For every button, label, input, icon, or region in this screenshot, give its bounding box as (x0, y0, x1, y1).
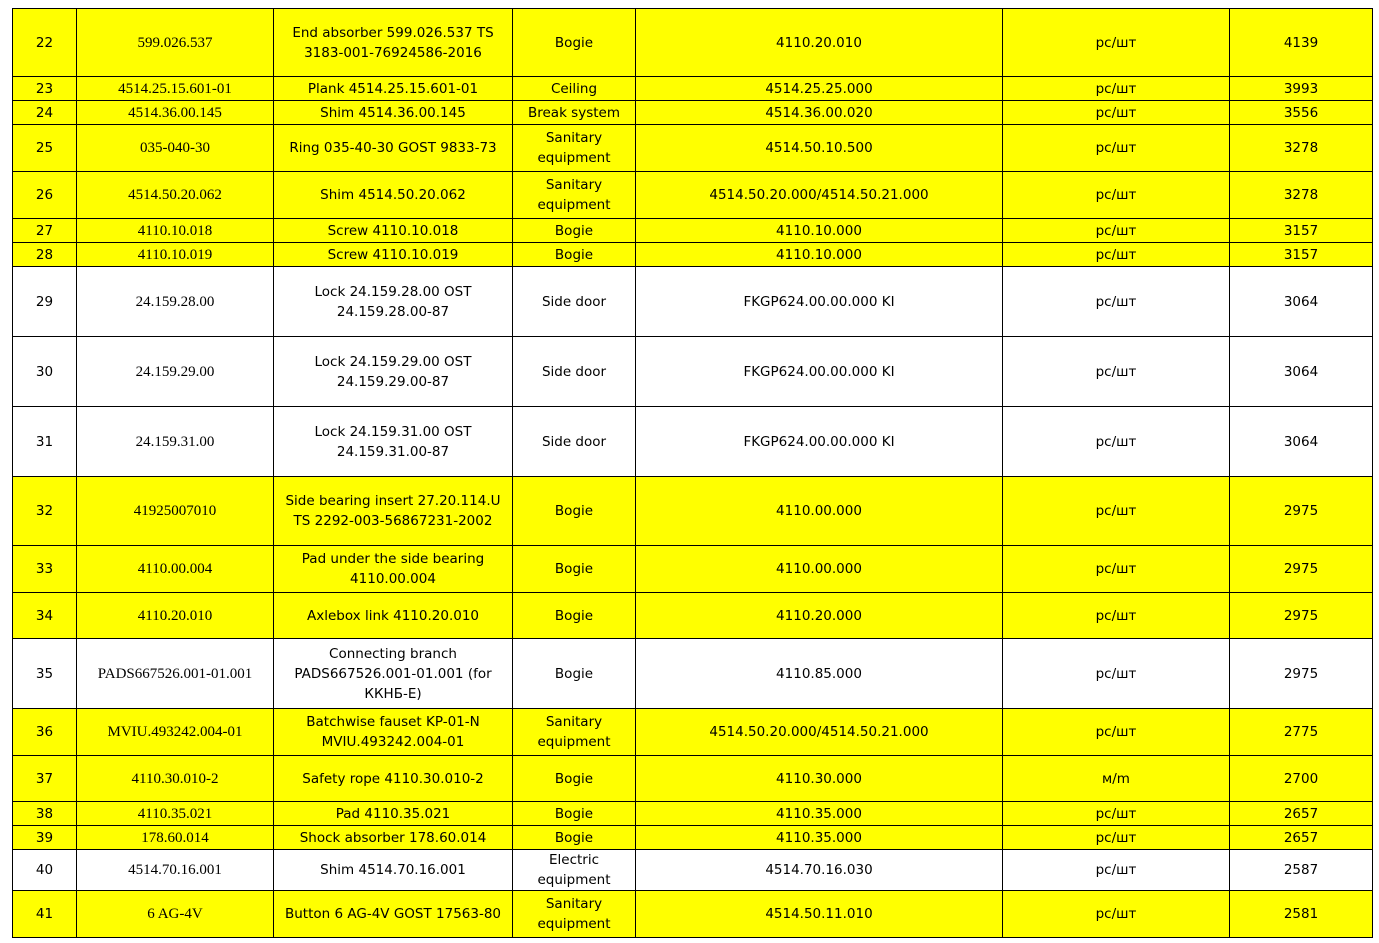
part-name-cell: Plank 4514.25.15.601-01 (274, 77, 513, 101)
row-number-cell: 25 (13, 125, 77, 172)
unit-cell: pc/шт (1003, 243, 1230, 267)
part-code-cell: 4110.35.021 (77, 802, 274, 826)
unit-cell: pc/шт (1003, 709, 1230, 756)
row-number-cell: 37 (13, 756, 77, 802)
assembly-code-cell: FKGP624.00.00.000 KI (636, 407, 1003, 477)
part-name-cell: Safety rope 4110.30.010-2 (274, 756, 513, 802)
assembly-code-cell: 4110.35.000 (636, 826, 1003, 850)
part-name-cell: Lock 24.159.29.00 OST 24.159.29.00-87 (274, 337, 513, 407)
quantity-cell: 2657 (1230, 802, 1373, 826)
table-row (13, 219, 1373, 243)
quantity-cell: 2581 (1230, 891, 1373, 938)
table-row (13, 407, 1373, 477)
row-number-cell: 39 (13, 826, 77, 850)
assembly-code-cell: 4514.50.20.000/4514.50.21.000 (636, 172, 1003, 219)
unit-cell: pc/шт (1003, 593, 1230, 639)
assembly-code-cell: FKGP624.00.00.000 KI (636, 267, 1003, 337)
part-code-cell: 178.60.014 (77, 826, 274, 850)
part-code-cell: 24.159.28.00 (77, 267, 274, 337)
part-group-cell: Bogie (513, 546, 636, 593)
assembly-code-cell: 4514.50.10.500 (636, 125, 1003, 172)
part-group-cell: Bogie (513, 593, 636, 639)
part-code-cell: 4110.20.010 (77, 593, 274, 639)
part-code-cell: MVIU.493242.004-01 (77, 709, 274, 756)
part-code-cell: 4514.25.15.601-01 (77, 77, 274, 101)
assembly-code-cell: 4110.10.000 (636, 243, 1003, 267)
quantity-cell: 2975 (1230, 477, 1373, 546)
part-group-cell: Electric equipment (513, 850, 636, 891)
row-number-cell: 40 (13, 850, 77, 891)
assembly-code-cell: 4110.85.000 (636, 639, 1003, 709)
part-name-cell: Lock 24.159.31.00 OST 24.159.31.00-87 (274, 407, 513, 477)
unit-cell: pc/шт (1003, 477, 1230, 546)
part-name-cell: End absorber 599.026.537 TS 3183-001-76924586-2016 (274, 9, 513, 77)
assembly-code-cell: 4110.00.000 (636, 477, 1003, 546)
table-row (13, 77, 1373, 101)
quantity-cell: 3278 (1230, 172, 1373, 219)
part-code-cell: 24.159.31.00 (77, 407, 274, 477)
row-number-cell: 36 (13, 709, 77, 756)
table-row (13, 172, 1373, 219)
part-group-cell: Bogie (513, 639, 636, 709)
unit-cell: pc/шт (1003, 101, 1230, 125)
quantity-cell: 3064 (1230, 337, 1373, 407)
unit-cell: pc/шт (1003, 546, 1230, 593)
quantity-cell: 3157 (1230, 219, 1373, 243)
row-number-cell: 31 (13, 407, 77, 477)
part-group-cell: Break system (513, 101, 636, 125)
part-group-cell: Bogie (513, 9, 636, 77)
assembly-code-cell: 4514.36.00.020 (636, 101, 1003, 125)
table-row (13, 546, 1373, 593)
unit-cell: pc/шт (1003, 639, 1230, 709)
part-name-cell: Batchwise fauset KP-01-N MVIU.493242.004-01 (274, 709, 513, 756)
table-row (13, 850, 1373, 891)
unit-cell: pc/шт (1003, 172, 1230, 219)
part-code-cell: 035-040-30 (77, 125, 274, 172)
row-number-cell: 27 (13, 219, 77, 243)
part-name-cell: Side bearing insert 27.20.114.U TS 2292-003-56867231-2002 (274, 477, 513, 546)
part-name-cell: Shim 4514.50.20.062 (274, 172, 513, 219)
part-name-cell: Shim 4514.70.16.001 (274, 850, 513, 891)
unit-cell: pc/шт (1003, 77, 1230, 101)
assembly-code-cell: 4110.00.000 (636, 546, 1003, 593)
row-number-cell: 41 (13, 891, 77, 938)
part-name-cell: Shock absorber 178.60.014 (274, 826, 513, 850)
table-row (13, 709, 1373, 756)
table-row (13, 593, 1373, 639)
part-name-cell: Shim 4514.36.00.145 (274, 101, 513, 125)
part-group-cell: Bogie (513, 826, 636, 850)
quantity-cell: 2975 (1230, 546, 1373, 593)
part-name-cell: Axlebox link 4110.20.010 (274, 593, 513, 639)
unit-cell: pc/шт (1003, 802, 1230, 826)
unit-cell: pc/шт (1003, 337, 1230, 407)
quantity-cell: 4139 (1230, 9, 1373, 77)
assembly-code-cell: 4514.50.11.010 (636, 891, 1003, 938)
part-group-cell: Sanitary equipment (513, 709, 636, 756)
part-name-cell: Connecting branch PADS667526.001-01.001 (for ККНБ-Е) (274, 639, 513, 709)
quantity-cell: 2700 (1230, 756, 1373, 802)
part-code-cell: 4110.30.010-2 (77, 756, 274, 802)
quantity-cell: 3064 (1230, 407, 1373, 477)
part-code-cell: PADS667526.001-01.001 (77, 639, 274, 709)
row-number-cell: 28 (13, 243, 77, 267)
part-name-cell: Lock 24.159.28.00 OST 24.159.28.00-87 (274, 267, 513, 337)
part-group-cell: Sanitary equipment (513, 172, 636, 219)
part-name-cell: Button 6 AG-4V GOST 17563-80 (274, 891, 513, 938)
part-code-cell: 4514.50.20.062 (77, 172, 274, 219)
quantity-cell: 2657 (1230, 826, 1373, 850)
quantity-cell: 3278 (1230, 125, 1373, 172)
row-number-cell: 34 (13, 593, 77, 639)
table-row (13, 639, 1373, 709)
part-code-cell: 24.159.29.00 (77, 337, 274, 407)
part-group-cell: Bogie (513, 243, 636, 267)
assembly-code-cell: 4110.20.010 (636, 9, 1003, 77)
row-number-cell: 33 (13, 546, 77, 593)
table-row (13, 477, 1373, 546)
part-group-cell: Bogie (513, 477, 636, 546)
row-number-cell: 30 (13, 337, 77, 407)
row-number-cell: 35 (13, 639, 77, 709)
part-group-cell: Bogie (513, 219, 636, 243)
part-group-cell: Bogie (513, 756, 636, 802)
assembly-code-cell: 4110.20.000 (636, 593, 1003, 639)
assembly-code-cell: 4110.10.000 (636, 219, 1003, 243)
quantity-cell: 2975 (1230, 593, 1373, 639)
quantity-cell: 2587 (1230, 850, 1373, 891)
table-row (13, 101, 1373, 125)
assembly-code-cell: 4110.30.000 (636, 756, 1003, 802)
assembly-code-cell: FKGP624.00.00.000 KI (636, 337, 1003, 407)
table-row (13, 826, 1373, 850)
table-row (13, 125, 1373, 172)
row-number-cell: 29 (13, 267, 77, 337)
table-row (13, 802, 1373, 826)
part-code-cell: 4110.10.018 (77, 219, 274, 243)
part-group-cell: Sanitary equipment (513, 125, 636, 172)
assembly-code-cell: 4514.25.25.000 (636, 77, 1003, 101)
quantity-cell: 3556 (1230, 101, 1373, 125)
table-row (13, 891, 1373, 938)
part-code-cell: 4110.10.019 (77, 243, 274, 267)
part-group-cell: Side door (513, 407, 636, 477)
table-row (13, 9, 1373, 77)
quantity-cell: 2975 (1230, 639, 1373, 709)
part-group-cell: Side door (513, 267, 636, 337)
part-group-cell: Bogie (513, 802, 636, 826)
unit-cell: pc/шт (1003, 9, 1230, 77)
part-group-cell: Side door (513, 337, 636, 407)
part-name-cell: Screw 4110.10.018 (274, 219, 513, 243)
row-number-cell: 22 (13, 9, 77, 77)
part-code-cell: 4514.70.16.001 (77, 850, 274, 891)
table-row (13, 337, 1373, 407)
unit-cell: pc/шт (1003, 850, 1230, 891)
unit-cell: м/m (1003, 756, 1230, 802)
part-code-cell: 599.026.537 (77, 9, 274, 77)
row-number-cell: 38 (13, 802, 77, 826)
unit-cell: pc/шт (1003, 267, 1230, 337)
quantity-cell: 3064 (1230, 267, 1373, 337)
quantity-cell: 3157 (1230, 243, 1373, 267)
unit-cell: pc/шт (1003, 219, 1230, 243)
table-row (13, 243, 1373, 267)
row-number-cell: 32 (13, 477, 77, 546)
part-name-cell: Pad under the side bearing 4110.00.004 (274, 546, 513, 593)
parts-table-body (13, 9, 1373, 938)
row-number-cell: 23 (13, 77, 77, 101)
unit-cell: pc/шт (1003, 826, 1230, 850)
unit-cell: pc/шт (1003, 891, 1230, 938)
part-code-cell: 41925007010 (77, 477, 274, 546)
part-name-cell: Pad 4110.35.021 (274, 802, 513, 826)
table-row (13, 267, 1373, 337)
assembly-code-cell: 4514.50.20.000/4514.50.21.000 (636, 709, 1003, 756)
part-group-cell: Sanitary equipment (513, 891, 636, 938)
unit-cell: pc/шт (1003, 125, 1230, 172)
quantity-cell: 3993 (1230, 77, 1373, 101)
assembly-code-cell: 4514.70.16.030 (636, 850, 1003, 891)
part-name-cell: Ring 035-40-30 GOST 9833-73 (274, 125, 513, 172)
row-number-cell: 26 (13, 172, 77, 219)
parts-table (12, 8, 1373, 938)
part-group-cell: Ceiling (513, 77, 636, 101)
assembly-code-cell: 4110.35.000 (636, 802, 1003, 826)
part-code-cell: 6 AG-4V (77, 891, 274, 938)
part-name-cell: Screw 4110.10.019 (274, 243, 513, 267)
table-row (13, 756, 1373, 802)
unit-cell: pc/шт (1003, 407, 1230, 477)
quantity-cell: 2775 (1230, 709, 1373, 756)
part-code-cell: 4110.00.004 (77, 546, 274, 593)
row-number-cell: 24 (13, 101, 77, 125)
part-code-cell: 4514.36.00.145 (77, 101, 274, 125)
